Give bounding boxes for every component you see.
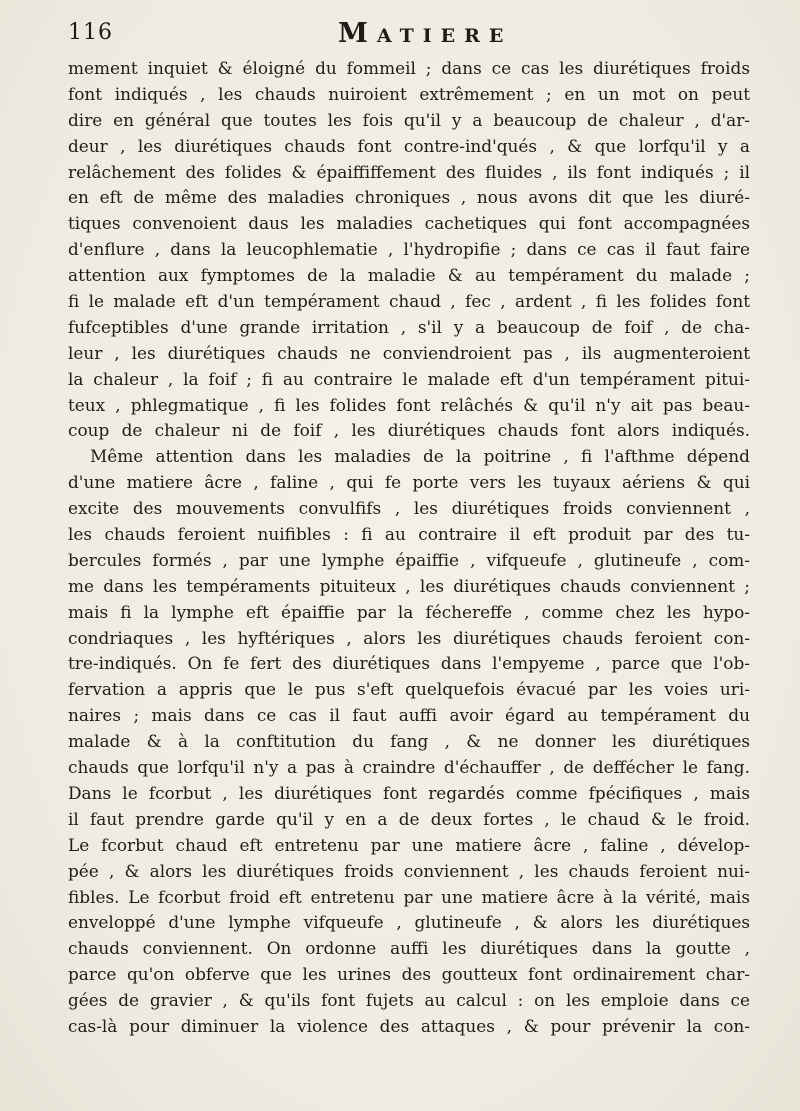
text-line: tiques convenoient daus les maladies cachetiques qui font accompagnées bbox=[68, 213, 750, 234]
text-line: fi le malade eft d'un tempérament chaud , fec , ardent , fi les folides font bbox=[68, 291, 750, 312]
text-line: fufceptibles d'une grande irritation , s'il y a beaucoup de foif , de cha- bbox=[68, 316, 750, 337]
text-line: les chauds feroient nuifibles : fi au contraire il eft produit par des tu- bbox=[68, 524, 750, 545]
text-line: gées de gravier , & qu'ils font fujets au calcul : on les emploie dans ce bbox=[68, 990, 750, 1011]
running-head: MATIERE bbox=[338, 18, 513, 49]
text-line: leur , les diurétiques chauds ne conviendroient pas , ils augmenteroient bbox=[68, 342, 750, 363]
text-line: Dans le fcorbut , les diurétiques font regardés comme fpécifiques , mais bbox=[68, 782, 750, 803]
text-line: d'enflure , dans la leucophlematie , l'hydropifie ; dans ce cas il faut faire bbox=[68, 239, 750, 260]
body-text bbox=[68, 56, 750, 1040]
text-line: me dans les tempéraments pituiteux , les diurétiques chauds conviennent ; bbox=[68, 575, 750, 596]
page-header bbox=[68, 14, 748, 54]
text-line: attention aux fymptomes de la maladie & au tempérament du malade ; bbox=[68, 265, 750, 286]
text-line: relâchement des folides & épaiffiffement des fluides , ils font indiqués ; il bbox=[68, 161, 750, 182]
text-line: excite des mouvements convulfifs , les diurétiques froids conviennent , bbox=[68, 498, 750, 519]
text-line: font indiqués , les chauds nuiroient extrêmement ; en un mot on peut bbox=[68, 83, 750, 104]
text-line: parce qu'on obferve que les urines des goutteux font ordinairement char- bbox=[68, 964, 750, 985]
text-line: d'une matiere âcre , faline , qui fe porte vers les tuyaux aériens & qui bbox=[68, 472, 750, 493]
text-line: enveloppé d'une lymphe vifqueufe , glutineufe , & alors les diurétiques bbox=[68, 912, 750, 933]
text-line: fibles. Le fcorbut froid eft entretenu par une matiere âcre à la vérité, mais bbox=[68, 886, 750, 907]
text-line: Même attention dans les maladies de la poitrine , fi l'afthme dépend bbox=[90, 446, 750, 467]
text-line: mais fi la lymphe eft épaiffie par la féchereffe , comme chez les hypo- bbox=[68, 601, 750, 622]
text-line: naires ; mais dans ce cas il faut auffi avoir égard au tempérament du bbox=[68, 705, 750, 726]
text-line: il faut prendre garde qu'il y en a de deux fortes , le chaud & le froid. bbox=[68, 808, 750, 829]
text-line: cas-là pour diminuer la violence des attaques , & pour prévenir la con- bbox=[68, 1015, 750, 1036]
text-line: mement inquiet & éloigné du fommeil ; dans ce cas les diurétiques froids bbox=[68, 58, 750, 78]
text-line: chauds conviennent. On ordonne auffi les diurétiques dans la goutte , bbox=[68, 938, 750, 959]
text-line: fervation a appris que le pus s'eft quelquefois évacué par les voies uri- bbox=[68, 679, 750, 700]
text-line: pée , & alors les diurétiques froids conviennent , les chauds feroient nui- bbox=[68, 860, 750, 881]
text-line: teux , phlegmatique , fi les folides font relâchés & qu'il n'y ait pas beau- bbox=[68, 394, 750, 415]
text-line: en eft de même des maladies chroniques , nous avons dit que les diuré- bbox=[68, 187, 750, 208]
text-line: chauds que lorfqu'il n'y a pas à craindre d'échauffer , de deffécher le fang. bbox=[68, 757, 750, 778]
text-line: la chaleur , la foif ; fi au contraire le malade eft d'un tempérament pitui- bbox=[68, 368, 750, 389]
text-line: deur , les diurétiques chauds font contre-ind'qués , & que lorfqu'il y a bbox=[68, 135, 750, 156]
page-number: 116 bbox=[68, 20, 113, 45]
text-line: condriaques , les hyftériques , alors les diurétiques chauds feroient con- bbox=[68, 627, 750, 648]
text-line: coup de chaleur ni de foif , les diurétiques chauds font alors indiqués. bbox=[68, 420, 750, 441]
text-line: Le fcorbut chaud eft entretenu par une matiere âcre , faline , dévelop- bbox=[68, 834, 750, 855]
text-line: tre-indiqués. On fe fert des diurétiques dans l'empyeme , parce que l'ob- bbox=[68, 653, 750, 674]
text-line: bercules formés , par une lymphe épaiffie , vifqueufe , glutineufe , com- bbox=[68, 549, 750, 570]
text-line: dire en général que toutes les fois qu'il y a beaucoup de chaleur , d'ar- bbox=[68, 109, 750, 130]
text-line: malade & à la conftitution du fang , & ne donner les diurétiques bbox=[68, 731, 750, 752]
